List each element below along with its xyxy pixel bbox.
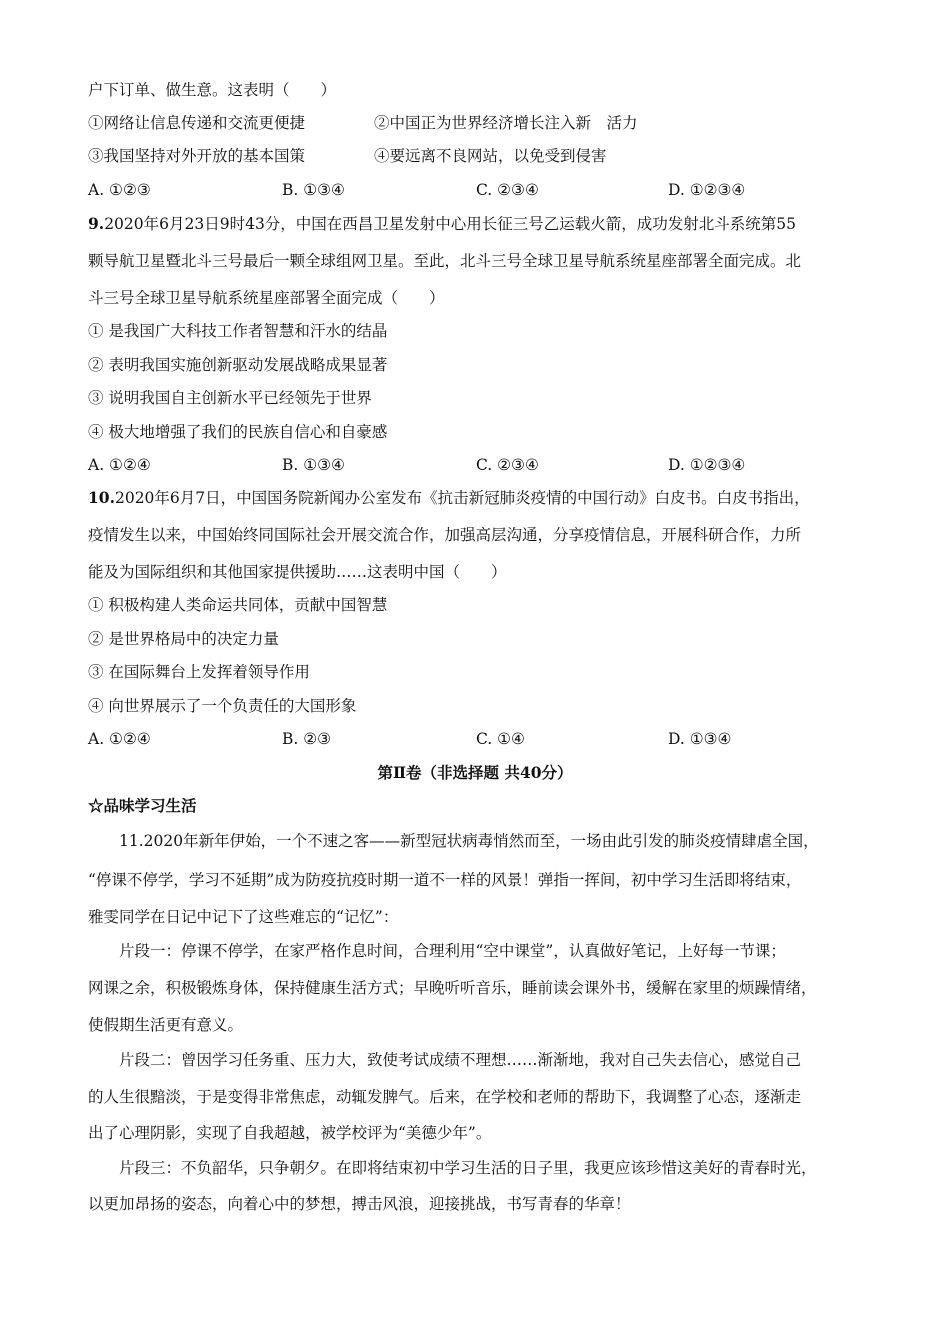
q10-option-d[interactable]: D. ①③④ [668,730,732,748]
q9-number: 9. [88,214,105,233]
q11-para-4-line-1: 片段三：不负韶华，只争朝夕。在即将结束初中学习生活的日子里，我更应该珍惜这美好的青春时光， [119,1159,817,1177]
q9-option-c[interactable]: C. ②③④ [476,456,539,474]
q8-option-c[interactable]: C. ②③④ [476,181,539,199]
q10-statement-2: ② 是世界格局中的决定力量 [88,630,279,648]
q10-options [88,728,868,750]
q8-statement-2: ②中国正为世界经济增长注入新 活力 [374,114,638,132]
q11-para-1-line-2: “停课不停学，学习不延期”成为防疫抗疫时期一道不一样的风景！弹指一挥间，初中学习生活即将结束， [88,871,802,889]
q11-para-3-line-1: 片段二：曾因学习任务重、压力大，致使考试成绩不理想……渐渐地，我对自己失去信心，感觉自己 [119,1051,802,1069]
q8-option-a[interactable]: A. ①②③ [88,181,151,199]
q11-para-1-text-1: 2020年新年伊始，一个不速之客——新型冠状病毒悄然而至，一场由此引发的肺炎疫情肆虐全国， [143,832,819,850]
q9-options [88,454,868,476]
q9-option-a[interactable]: A. ①②④ [88,456,151,474]
q9-option-d[interactable]: D. ①②③④ [668,456,746,474]
q9-statement-2: ② 表明我国实施创新驱动发展战略成果显著 [88,356,388,374]
q9-statement-3: ③ 说明我国自主创新水平已经领先于世界 [88,389,372,407]
q8-stem-end: 户下订单、做生意。这表明（ ） [88,81,337,99]
q9-statement-4: ④ 极大地增强了我们的民族自信心和自豪感 [88,423,388,441]
q10-statement-4: ④ 向世界展示了一个负责任的大国形象 [88,697,357,715]
q11-para-2-line-2: 网课之余，积极锻炼身体，保持健康生活方式；早晚听听音乐，睡前读会课外书，缓解在家里的烦躁情绪， [88,979,817,997]
q10-option-a[interactable]: A. ①②④ [88,730,151,748]
q10-statement-1: ① 积极构建人类命运共同体，贡献中国智慧 [88,596,388,614]
q11-number: 11. [119,832,144,850]
q10-stem-line-3: 能及为国际组织和其他国家提供援助……这表明中国（ ） [88,563,507,581]
q8-option-d[interactable]: D. ①②③④ [668,181,746,199]
q10-stem-line-2: 疫情发生以来，中国始终同国际社会开展交流合作，加强高层沟通，分享疫情信息，开展科研合作，力所 [88,526,802,544]
q11-para-1-line-3: 雅雯同学在日记中记下了这些难忘的“记忆”： [88,908,399,926]
q9-stem-line-2: 颗导航卫星暨北斗三号最后一颗全球组网卫星。至此，北斗三号全球卫星导航系统星座部署全面完成。北 [88,252,802,270]
q9-statement-1: ① 是我国广大科技工作者智慧和汗水的结晶 [88,322,388,340]
q8-statement-4: ④要远离不良网站，以免受到侵害 [374,147,607,165]
q10-stem-line-1 [88,487,868,509]
q11-para-3-line-2: 的人生很黯淡，于是变得非常焦虑，动辄发脾气。后来，在学校和老师的帮助下，我调整了心态，逐渐走 [88,1088,802,1106]
q11-para-4-line-2: 以更加昂扬的姿态，向着心中的梦想，搏击风浪，迎接挑战，书写青春的华章！ [88,1195,631,1213]
q10-statement-3: ③ 在国际舞台上发挥着领导作用 [88,663,310,681]
q11-para-2-line-1: 片段一：停课不停学，在家严格作息时间，合理利用“空中课堂”，认真做好笔记，上好每一节课； [119,942,786,960]
q8-statements-row-1 [88,112,868,134]
q10-stem-text-1: 2020年6月7日，中国国务院新闻办公室发布《抗击新冠肺炎疫情的中国行动》白皮书。白皮书指出， [114,489,810,507]
q9-stem-text-1: 2020年6月23日9时43分，中国在西昌卫星发射中心用长征三号乙运载火箭，成功发射北斗系统第55 [104,215,797,233]
q11-para-2-line-3: 使假期生活更有意义。 [88,1016,244,1034]
part2-title: 第Ⅱ卷（非选择题 共40分） [377,763,573,782]
q9-stem-line-3: 斗三号全球卫星导航系统星座部署全面完成（ ） [88,289,445,307]
q8-option-b[interactable]: B. ①③④ [282,181,345,199]
q11-para-1-line-1 [119,830,869,852]
q10-option-c[interactable]: C. ①④ [476,730,525,748]
q10-number: 10. [88,488,115,507]
section-heading: ☆品味学习生活 [88,796,197,815]
q10-option-b[interactable]: B. ②③ [282,730,332,748]
q11-para-3-line-3: 出了心理阴影，实现了自我超越，被学校评为“美德少年”。 [88,1124,492,1142]
q8-statement-1: ①网络让信息传递和交流更便捷 [88,114,306,132]
q9-option-b[interactable]: B. ①③④ [282,456,345,474]
q9-stem-line-1 [88,213,868,235]
q8-statement-3: ③我国坚持对外开放的基本国策 [88,147,306,165]
q8-options [88,179,868,201]
q8-statements-row-2 [88,145,868,167]
